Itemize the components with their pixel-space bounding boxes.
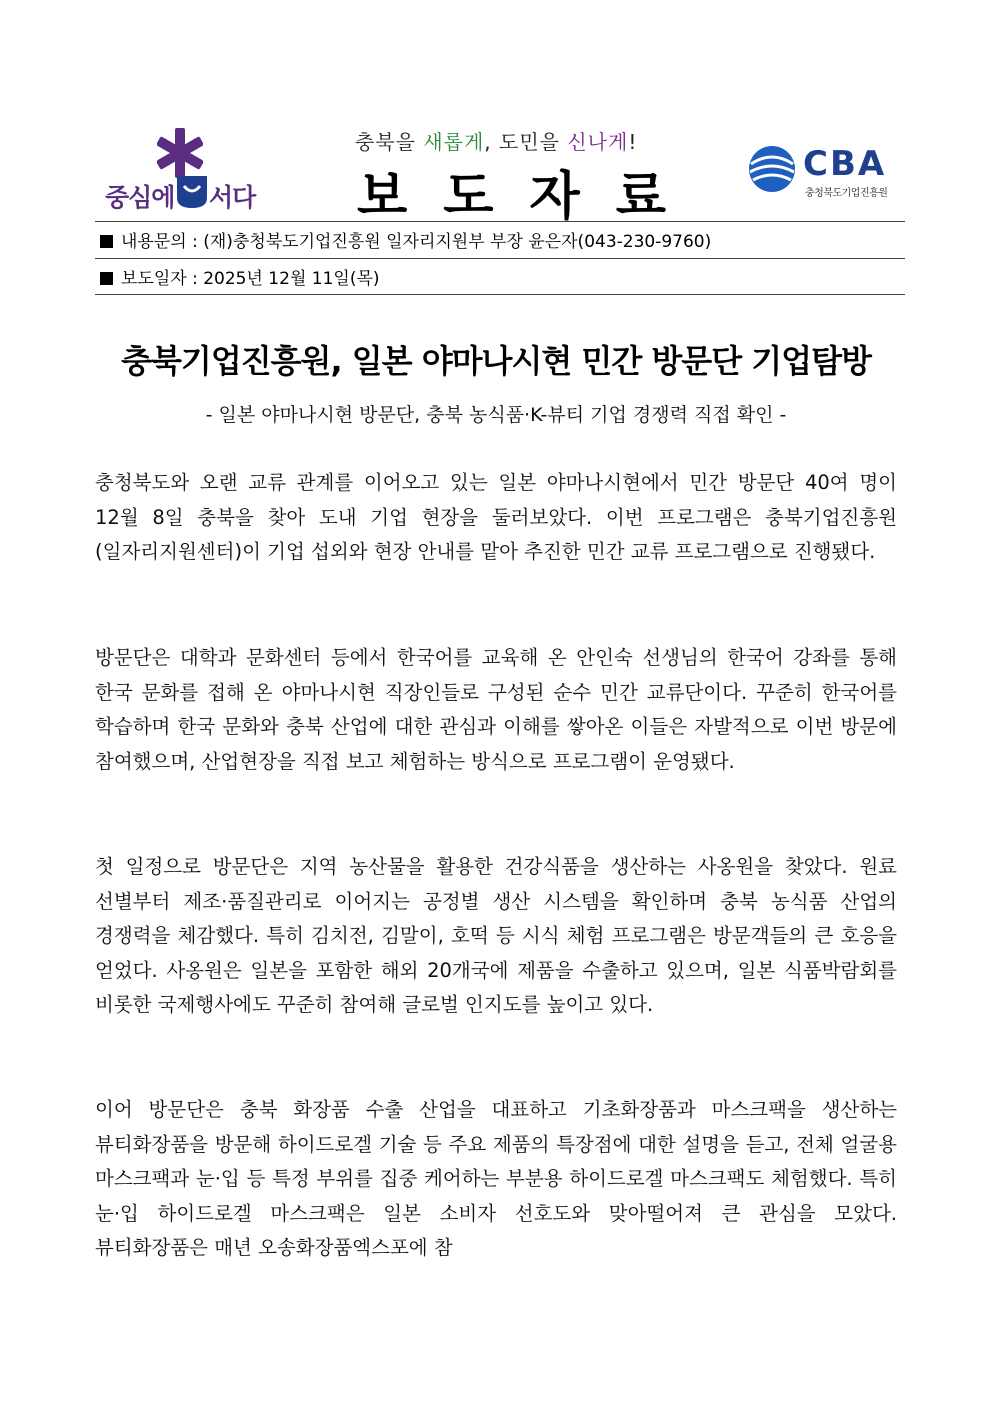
headline: 충북기업진흥원, 일본 야마나시현 민간 방문단 기업탐방 [121, 342, 871, 380]
emblem-icon [157, 128, 203, 178]
left-logo-text-b: 서다 [209, 183, 256, 212]
release-date-text: 보도일자 : 2025년 12월 11일(목) [121, 269, 380, 289]
cba-logo-sub: 충청북도기업진흥원 [805, 188, 888, 199]
body-paragraph: 충청북도와 오랜 교류 관계를 이어오고 있는 일본 야마나시현에서 민간 방문단 40여 명이 12월 8일 충북을 찾아 도내 기업 현장을 둘러보았다. 이번 프로그램은 충북기업진흥원(일자리지원센터)이 기업 섭외와 현장 안내를 맡아 추진한 민간 교류 프로그램으로 진행됐다. [95, 471, 897, 563]
bullet-square-icon [100, 272, 113, 285]
press-release-title: 보도자료 [357, 167, 702, 227]
left-logo [95, 128, 265, 213]
slogan-part5: ! [628, 130, 638, 154]
slogan-part4: 신나게 [567, 130, 629, 154]
release-date [100, 264, 380, 289]
slogan-part3: , 도민을 [484, 130, 568, 154]
globe-icon [747, 144, 797, 194]
slogan [355, 126, 637, 155]
slogan-part1: 충북을 [355, 130, 424, 154]
left-logo-text-a: 중심에 [105, 183, 175, 212]
divider-middle [95, 258, 905, 259]
body-paragraph: 이어 방문단은 충북 화장품 수출 산업을 대표하고 기초화장품과 마스크팩을 생산하는 뷰티화장품을 방문해 하이드로겔 기술 등 주요 제품의 특장점에 대한 설명을 듣고, 전체 얼굴용 마스크팩과 눈·입 등 특정 부위를 집중 케어하는 부분용 하이드로겔 마스크팩도 체험했다. 특히 눈·입 하이드로겔 마스크팩은 일본 소비자 선호도와 맞아떨어져 큰 관심을 모았다. 뷰티화장품은 매년 오송화장품엑스포에 참 [95, 1098, 897, 1259]
divider-top [95, 221, 905, 222]
bullet-square-icon [100, 235, 113, 248]
header [95, 120, 905, 227]
subheadline: - 일본 야마나시현 방문단, 충북 농식품·K-뷰티 기업 경쟁력 직접 확인 - [205, 404, 787, 426]
cba-logo [747, 144, 907, 204]
body-paragraph: 첫 일정으로 방문단은 지역 농산물을 활용한 건강식품을 생산하는 사옹원을 찾았다. 원료 선별부터 제조·품질관리로 이어지는 공정별 생산 시스템을 확인하며 충북 농식품 산업의 경쟁력을 체감했다. 특히 김치전, 김말이, 호떡 등 시식 체험 프로그램은 방문객들의 큰 호응을 얻었다. 사옹원은 일본을 포함한 해외 20개국에 제품을 수출하고 있으며, 일본 식품박람회를 비롯한 국제행사에도 꾸준히 참여해 글로벌 인지도를 높이고 있다. [95, 855, 897, 1016]
body-paragraph: 방문단은 대학과 문화센터 등에서 한국어를 교육해 온 안인숙 선생님의 한국어 강좌를 통해 한국 문화를 접해 온 야마나시현 직장인들로 구성된 순수 민간 교류단이다. 꾸준히 한국어를 학습하며 한국 문화와 충북 산업에 대한 관심과 이해를 쌓아온 이들은 자발적으로 이번 방문에 참여했으며, 산업현장을 직접 보고 체험하는 방식으로 프로그램이 운영됐다. [95, 646, 897, 773]
slogan-part2: 새롭게 [423, 130, 485, 154]
cup-icon [175, 174, 209, 210]
cba-logo-word: CBA [803, 144, 887, 184]
contact-info [100, 227, 711, 252]
contact-info-text: 내용문의 : (재)충청북도기업진흥원 일자리지원부 부장 윤은자(043-230-9760) [121, 232, 712, 252]
divider-bottom [95, 294, 905, 295]
